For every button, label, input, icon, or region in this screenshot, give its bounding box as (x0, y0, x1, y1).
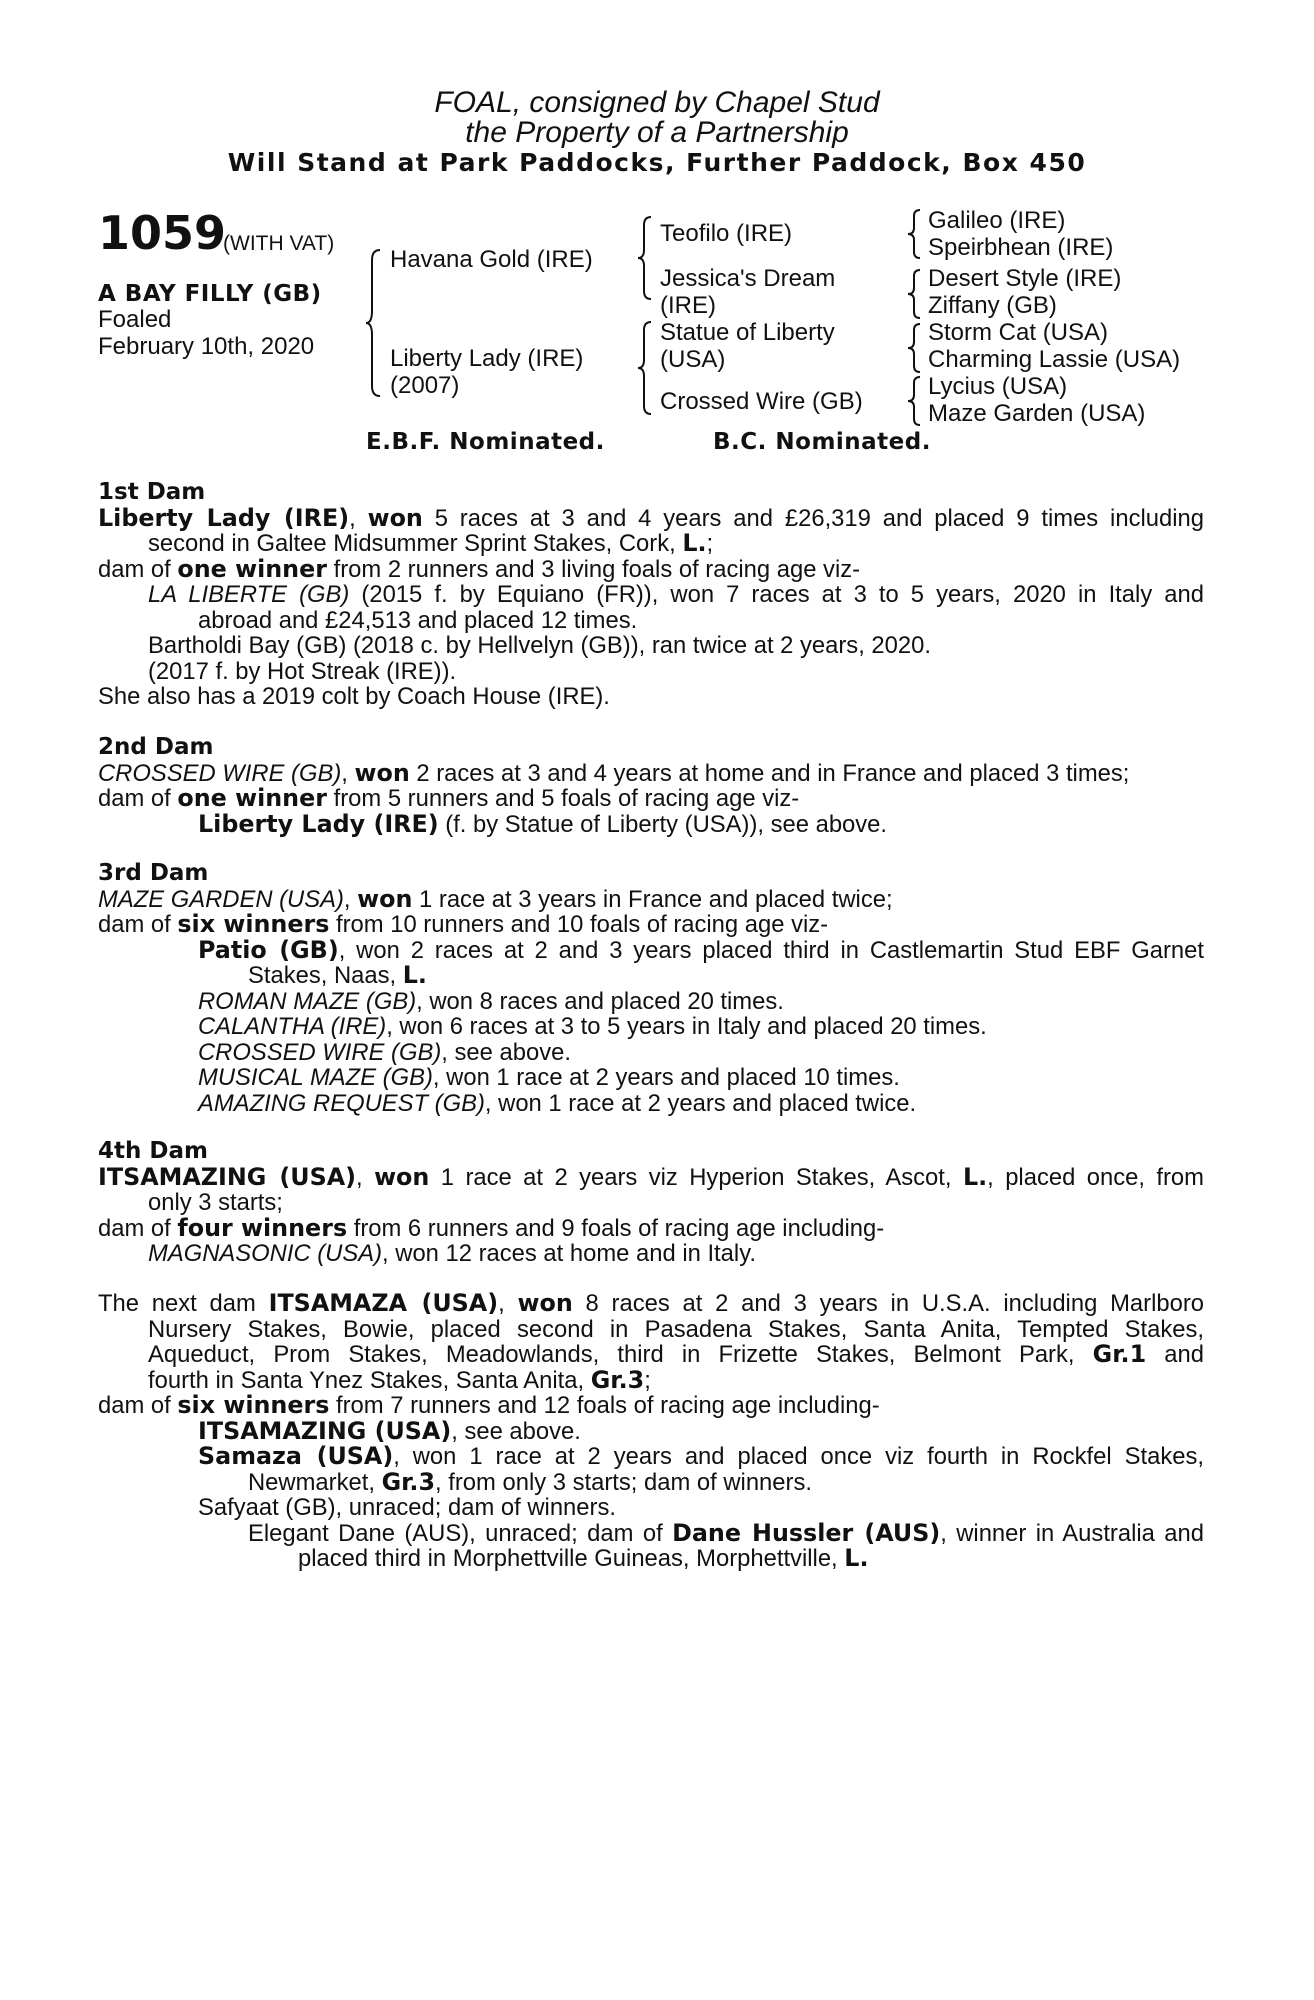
dam-name: CROSSED WIRE (GB) (98, 759, 342, 787)
record-text: 1 race at 3 years in France and placed twice; (412, 885, 893, 913)
stabling-line: Will Stand at Park Paddocks, Further Paddock, Box 450 (227, 148, 1087, 177)
record-text: , placed once, from (987, 1163, 1204, 1191)
pedigree-brace-g3-2 (906, 268, 922, 320)
record-text: ; (706, 530, 714, 557)
dam-grandsire-dam: Charming Lassie (USA) (928, 346, 1181, 373)
record-text: from 5 runners and 5 foals of racing age viz- (327, 785, 800, 812)
first-dam-section (98, 480, 1204, 710)
won-label: won (357, 884, 413, 913)
dam-name: MAZE GARDEN (USA) (98, 885, 344, 913)
record-text: 1 race at 2 years viz Hyperion Stakes, Ascot, (429, 1163, 963, 1191)
record-text: , won 1 race at 2 years and placed twice. (484, 1089, 917, 1117)
produce-entry (98, 1040, 1204, 1066)
dam-record-line (98, 1162, 1204, 1191)
produce-entry (98, 1014, 1204, 1040)
produce-entry (98, 989, 1204, 1015)
record-text: from 7 runners and 12 foals of racing age including- (329, 1392, 880, 1419)
separator: , (498, 1290, 518, 1317)
record-text: 8 races at 2 and 3 years in U.S.A. including Marlboro (572, 1290, 1204, 1317)
record-text: , won 8 races and placed 20 times. (416, 987, 784, 1015)
dam-granddam-dam: Maze Garden (USA) (928, 400, 1146, 427)
sire-name: Havana Gold (IRE) (390, 246, 593, 273)
section-heading: 4th Dam (98, 1138, 208, 1164)
pedigree-brace-sire-parents (636, 215, 654, 301)
produce-name: AMAZING REQUEST (GB) (198, 1089, 485, 1117)
produce-summary (98, 912, 1204, 938)
dam-record-line (98, 884, 1204, 913)
record-text: , won 12 races at home and in Italy. (382, 1240, 756, 1267)
produce-name: ROMAN MAZE (GB) (198, 987, 417, 1015)
winners-count: four winners (177, 1213, 348, 1242)
dam-record-continuation (98, 1365, 1204, 1394)
dam-record-continuation: Nursery Stakes, Bowie, placed second in Pasadena Stakes, Santa Anita, Tempted Stakes, (148, 1315, 1204, 1343)
dam-record-line (98, 758, 1204, 787)
produce-name: Samaza (USA) (198, 1442, 394, 1470)
record-text: dam of (98, 911, 178, 938)
section-heading: 2nd Dam (98, 734, 214, 760)
dam-name: ITSAMAZA (USA) (268, 1289, 499, 1317)
lot-description: A BAY FILLY (GB) (98, 281, 322, 307)
produce-name: Liberty Lady (IRE) (198, 809, 439, 838)
dam-granddam-sire: Lycius (USA) (928, 373, 1068, 400)
produce-summary (98, 1213, 1204, 1242)
dam-name: Liberty Lady (IRE) (390, 345, 584, 372)
record-text: from 2 runners and 3 living foals of racing age viz- (327, 555, 861, 583)
produce-note: She also has a 2019 colt by Coach House (IRE). (98, 683, 610, 710)
record-text: , won 2 races at 2 and 3 years placed third in Castlemartin Stud EBF Garnet (338, 936, 1204, 964)
won-label: won (367, 503, 423, 532)
race-grade: L. (402, 961, 427, 989)
produce-entry (98, 1091, 1204, 1117)
second-dam-section (98, 735, 1204, 837)
record-text: , from only 3 starts; dam of winners. (435, 1468, 812, 1496)
sire-dam-name: Jessica's Dream (660, 265, 836, 292)
produce-entry (98, 1241, 1204, 1267)
record-text: placed third in Morphettville Guineas, Morphettville, (298, 1545, 845, 1572)
record-text: dam of (98, 785, 178, 812)
separator: , (341, 759, 355, 787)
race-grade: L. (962, 1162, 988, 1191)
record-text: , won 1 race at 2 years and placed 10 times. (432, 1064, 900, 1091)
pedigree-brace-g3-1 (906, 208, 922, 260)
produce-entry (98, 582, 1204, 608)
produce-summary (98, 786, 1204, 812)
dam-year: (2007) (390, 372, 460, 399)
winners-count: six winners (177, 1391, 330, 1419)
record-text: fourth in Santa Ynez Stakes, Santa Anita, (148, 1366, 591, 1394)
pedigree-brace-g3-4 (906, 375, 922, 427)
grandsire-sire: Galileo (IRE) (928, 207, 1066, 234)
record-text: , winner in Australia and (940, 1519, 1204, 1547)
grandsire-dam: Speirbhean (IRE) (928, 234, 1114, 261)
race-grade: Gr.1 (1092, 1340, 1147, 1368)
record-text: , see above. (441, 1038, 571, 1066)
record-text: 2 races at 3 and 4 years at home and in France and placed 3 times; (409, 759, 1130, 787)
produce-summary (98, 1393, 1204, 1419)
record-text: dam of (98, 1214, 178, 1242)
dam-dam-name: Crossed Wire (GB) (660, 388, 863, 415)
produce-name: CROSSED WIRE (GB) (198, 1038, 442, 1066)
record-text: (2015 f. by Equiano (FR)), won 7 races at 3 to 5 years, 2020 in Italy and (349, 581, 1204, 608)
record-text: , see above. (451, 1417, 581, 1445)
grand-produce-continuation (98, 1546, 1204, 1572)
produce-entry-continuation (98, 1467, 1204, 1496)
race-grade: Gr.3 (381, 1467, 436, 1496)
race-grade: L. (682, 529, 707, 557)
produce-entry: (2017 f. by Hot Streak (IRE)). (148, 657, 457, 685)
separator: , (343, 885, 358, 913)
dam-name: Liberty Lady (IRE) (98, 503, 350, 532)
produce-entry-continuation (98, 963, 1204, 989)
record-text: second in Galtee Midsummer Sprint Stakes, Cork, (148, 530, 683, 557)
pedigree-brace-dam-parents (636, 320, 654, 416)
won-label: won (354, 758, 410, 787)
won-label: won (517, 1289, 573, 1317)
winners-count: one winner (177, 784, 327, 812)
produce-name: MUSICAL MAZE (GB) (198, 1064, 433, 1091)
next-dam-section (98, 1291, 1204, 1572)
foaled-date: February 10th, 2020 (98, 333, 315, 360)
consignor-line: FOAL, consigned by Chapel Stud (434, 86, 880, 119)
produce-name: CALANTHA (IRE) (198, 1013, 387, 1040)
record-text: and (1146, 1341, 1204, 1368)
produce-entry (98, 1444, 1204, 1470)
produce-name: ITSAMAZING (USA) (198, 1416, 452, 1445)
section-heading: 1st Dam (98, 479, 206, 505)
dam-record-continuation (98, 1342, 1204, 1368)
record-text: Newmarket, (248, 1468, 382, 1496)
won-label: won (374, 1162, 430, 1191)
record-text: 5 races at 3 and 4 years and £26,319 and placed 9 times including (422, 504, 1204, 532)
winners-count: one winner (177, 554, 327, 583)
produce-entry-continuation: abroad and £24,513 and placed 12 times. (198, 606, 638, 634)
produce-name: MAGNASONIC (USA) (148, 1240, 383, 1267)
produce-entry (98, 1065, 1204, 1091)
record-text: dam of (98, 555, 178, 583)
fourth-dam-section (98, 1139, 1204, 1267)
record-text: Stakes, Naas, (248, 962, 403, 989)
separator: , (356, 1163, 375, 1191)
record-text: The next dam (98, 1290, 269, 1317)
winners-count: six winners (177, 910, 330, 938)
produce-name: LA LIBERTE (GB) (148, 581, 350, 608)
produce-name: Dane Hussler (AUS) (672, 1518, 941, 1547)
record-text: Elegant Dane (AUS), unraced; dam of (248, 1519, 673, 1547)
sire-sire-name: Teofilo (IRE) (660, 220, 793, 247)
dam-record-continuation: only 3 starts; (148, 1189, 283, 1216)
ebf-nomination: E.B.F. Nominated. (366, 429, 605, 455)
produce-entry: Bartholdi Bay (GB) (2018 c. by Hellvelyn (GB)), ran twice at 2 years, 2020. (148, 632, 931, 659)
record-text: (f. by Statue of Liberty (USA)), see above. (438, 810, 888, 838)
record-text: , won 6 races at 3 to 5 years in Italy and placed 20 times. (386, 1013, 987, 1040)
produce-entry (98, 809, 1204, 838)
bc-nomination: B.C. Nominated. (713, 429, 931, 455)
dam-record-line (98, 503, 1204, 532)
record-text: from 10 runners and 10 foals of racing age viz- (329, 911, 829, 938)
sire-dam-origin: (IRE) (660, 292, 716, 319)
produce-name: Patio (GB) (198, 935, 339, 964)
produce-entry (98, 935, 1204, 964)
produce-summary (98, 554, 1204, 583)
lot-number: 1059 (98, 206, 227, 260)
race-grade: Gr.3 (590, 1365, 645, 1394)
record-text: ; (644, 1366, 651, 1394)
dam-sire-origin: (USA) (660, 346, 726, 373)
ownership-line: the Property of a Partnership (465, 116, 849, 149)
pedigree-brace-sire-dam (364, 248, 384, 398)
granddam-dam: Ziffany (GB) (928, 292, 1057, 319)
dam-sire-name: Statue of Liberty (660, 319, 835, 346)
record-text: Aqueduct, Prom Stakes, Meadowlands, third in Frizette Stakes, Belmont Park, (148, 1341, 1093, 1368)
dam-name: ITSAMAZING (USA) (98, 1162, 357, 1191)
dam-record-line (98, 1291, 1204, 1317)
dam-record-continuation (98, 531, 1204, 557)
record-text: from 6 runners and 9 foals of racing age including- (347, 1214, 885, 1242)
grand-produce-entry (98, 1518, 1204, 1547)
produce-entry: Safyaat (GB), unraced; dam of winners. (198, 1494, 616, 1521)
pedigree-brace-g3-3 (906, 322, 922, 374)
race-grade: L. (844, 1544, 869, 1572)
record-text: dam of (98, 1392, 178, 1419)
vat-label: (WITH VAT) (223, 232, 335, 255)
granddam-sire: Desert Style (IRE) (928, 265, 1122, 292)
dam-grandsire-sire: Storm Cat (USA) (928, 319, 1109, 346)
section-heading: 3rd Dam (98, 860, 209, 886)
separator: , (349, 504, 368, 532)
record-text: , won 1 race at 2 years and placed once viz fourth in Rockfel Stakes, (393, 1443, 1204, 1470)
foaled-label: Foaled (98, 306, 172, 333)
produce-entry (98, 1416, 1204, 1445)
third-dam-section (98, 861, 1204, 1116)
